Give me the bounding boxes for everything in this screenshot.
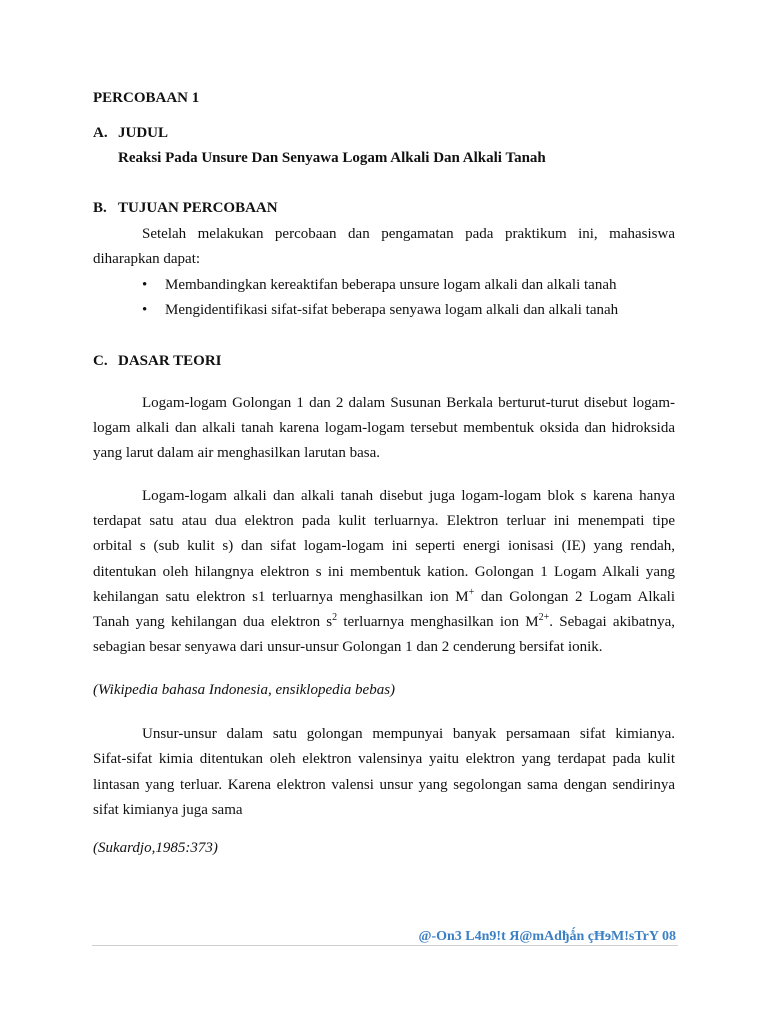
paragraph-line: [93, 587, 675, 607]
section-a-subtitle: Reaksi Pada Unsure Dan Senyawa Logam Alkali Dan Alkali Tanah: [118, 150, 546, 166]
superscript: 2+: [538, 612, 550, 623]
citation: (Wikipedia bahasa Indonesia, ensiklopedia bebas): [93, 682, 396, 698]
section-b-intro-line: Setelah melakukan percobaan dan pengamatan pada praktikum ini, mahasiswa: [142, 226, 675, 242]
section-a-title: JUDUL: [118, 125, 169, 141]
paragraph-line: orbital s (sub kulit s) dan sifat logam-logam ini seperti energi ionisasi (IE) yang rendah,: [93, 538, 675, 554]
section-c-title: DASAR TEORI: [118, 353, 222, 369]
text-span: Tanah yang kehilangan dua elektron s: [93, 614, 333, 630]
paragraph-line: sebagian besar senyawa dari unsur-unsur Golongan 1 dan 2 cenderung bersifat ionik.: [93, 639, 603, 655]
section-b-label: B.: [93, 200, 107, 216]
paragraph-line: yang larut dalam air menghasilkan larutan basa.: [93, 445, 380, 461]
footer-divider: [92, 945, 678, 946]
text-span: terluarnya menghasilkan ion M: [337, 614, 539, 630]
paragraph-line: logam alkali dan alkali tanah karena logam-logam tersebut membentuk oksida dan hidroksida: [93, 420, 675, 436]
text-span: . Sebagai akibatnya,: [549, 614, 675, 630]
page-footer: @-On3 L4n9!t Я@mAdђǻn çĦɘM!sTrY 08: [418, 929, 676, 944]
paragraph-line: Logam-logam alkali dan alkali tanah disebut juga logam-logam blok s karena hanya: [142, 488, 675, 504]
document-heading: PERCOBAAN 1: [93, 90, 200, 106]
text-span: dan Golongan 2 Logam Alkali: [474, 589, 676, 605]
superscript: +: [468, 587, 475, 598]
bullet-item: Membandingkan kereaktifan beberapa unsure logam alkali dan alkali tanah: [165, 277, 617, 293]
bullet-item: Mengidentifikasi sifat-sifat beberapa senyawa logam alkali dan alkali tanah: [165, 302, 619, 318]
paragraph-line: [93, 612, 675, 632]
paragraph-line: lintasan yang terluar. Karena elektron valensi unsur yang segolongan sama dengan sendirinya: [93, 777, 675, 793]
paragraph-line: terdapat satu atau dua elektron pada kulit terluarnya. Elektron terluar ini menempati tipe: [93, 513, 675, 529]
section-b-title: TUJUAN PERCOBAAN: [118, 200, 278, 216]
bullet-icon: •: [142, 277, 148, 293]
paragraph-line: ditentukan oleh hilangnya elektron s ini membentuk kation. Golongan 1 Logam Alkali yang: [93, 564, 675, 580]
section-c-label: C.: [93, 353, 108, 369]
citation: (Sukardjo,1985:373): [93, 840, 218, 856]
text-span: kehilangan satu elektron s1 terluarnya menghasilkan ion M: [93, 589, 469, 605]
section-a-label: A.: [93, 125, 108, 141]
section-b-intro-line: diharapkan dapat:: [93, 251, 201, 267]
paragraph-line: sifat kimianya juga sama: [93, 802, 243, 818]
paragraph-line: Logam-logam Golongan 1 dan 2 dalam Susunan Berkala berturut-turut disebut logam-: [142, 395, 675, 411]
superscript: 2: [332, 612, 338, 623]
paragraph-line: Sifat-sifat kimia ditentukan oleh elektron valensinya yaitu elektron yang terdapat pada kulit: [93, 751, 675, 767]
bullet-icon: •: [142, 302, 148, 318]
paragraph-line: Unsur-unsur dalam satu golongan mempunyai banyak persamaan sifat kimianya.: [142, 726, 675, 742]
